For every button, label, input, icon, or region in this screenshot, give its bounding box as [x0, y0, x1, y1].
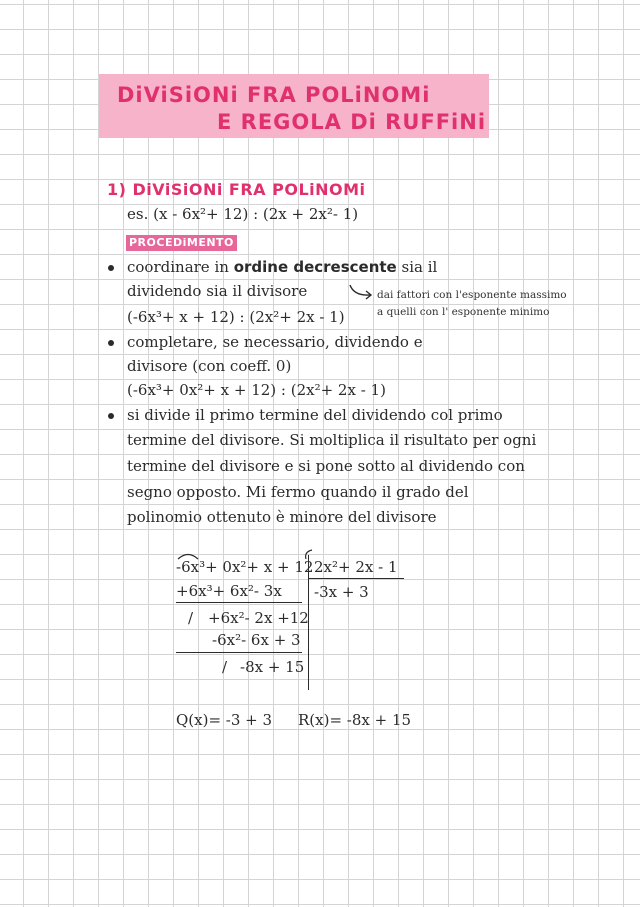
bullet-3-line-5: polinomio ottenuto è minore del divisore: [127, 508, 437, 526]
title-box: [99, 74, 489, 138]
quotient-result: Q(x)= -3 + 3: [176, 711, 273, 729]
remainder-2-slash: /: [222, 658, 228, 676]
bullet-3-line-4: segno opposto. Mi fermo quando il grado del: [127, 483, 469, 501]
bullet-dot-2: [108, 340, 114, 346]
title-line-2: E REGOLA Di RUFFiNi: [217, 110, 487, 134]
note-line-1: dai fattori con l'esponente massimo: [377, 289, 567, 301]
subtraction-step-2: -6x²- 6x + 3: [212, 631, 301, 649]
bullet-dot-1: [108, 265, 114, 271]
keyword-ordine-decrescente: ordine decrescente: [233, 258, 397, 276]
remainder-2: -8x + 15: [240, 658, 305, 676]
remainder-1-slash: /: [188, 609, 194, 627]
curved-arrow-icon: [348, 282, 378, 302]
bullet-2-line-1: completare, se necessario, dividendo e: [127, 333, 423, 351]
section-heading: 1) DiViSiONi FRA POLiNOMi: [107, 180, 366, 199]
title-line-1: DiViSiONi FRA POLiNOMi: [117, 83, 431, 107]
bullet-1-line-1: coordinare in ordine decrescente sia il: [127, 258, 438, 276]
bullet-2-line-2: divisore (con coeff. 0): [127, 357, 292, 375]
bullet-1-line-3: (-6x³+ x + 12) : (2x²+ 2x - 1): [127, 308, 345, 326]
bullet-1-line-2: dividendo sia il divisore: [127, 282, 308, 300]
subtraction-line-1: [176, 602, 302, 603]
remainder-1: +6x²- 2x +12: [208, 609, 309, 627]
dividend: -6x³+ 0x²+ x + 12: [176, 558, 314, 576]
note-line-2: a quelli con l' esponente minimo: [377, 306, 550, 318]
bullet-dot-3: [108, 413, 114, 419]
quotient: -3x + 3: [314, 583, 369, 601]
subtraction-line-2: [176, 652, 302, 653]
subtraction-step-1: +6x³+ 6x²- 3x: [176, 582, 282, 600]
divisor-underline: [308, 578, 404, 579]
remainder-result: R(x)= -8x + 15: [298, 711, 412, 729]
bullet-3-line-1: si divide il primo termine del dividendo col primo: [127, 406, 503, 424]
procedure-tag: PROCEDiMENTO: [126, 235, 237, 251]
divisor: 2x²+ 2x - 1: [314, 558, 398, 576]
bullet-3-line-2: termine del divisore. Si moltiplica il risultato per ogni: [127, 431, 537, 449]
example-expression: es. (x - 6x²+ 12) : (2x + 2x²- 1): [127, 205, 359, 223]
bullet-3-line-3: termine del divisore e si pone sotto al dividendo con: [127, 457, 525, 475]
bullet-2-line-3: (-6x³+ 0x²+ x + 12) : (2x²+ 2x - 1): [127, 381, 386, 399]
